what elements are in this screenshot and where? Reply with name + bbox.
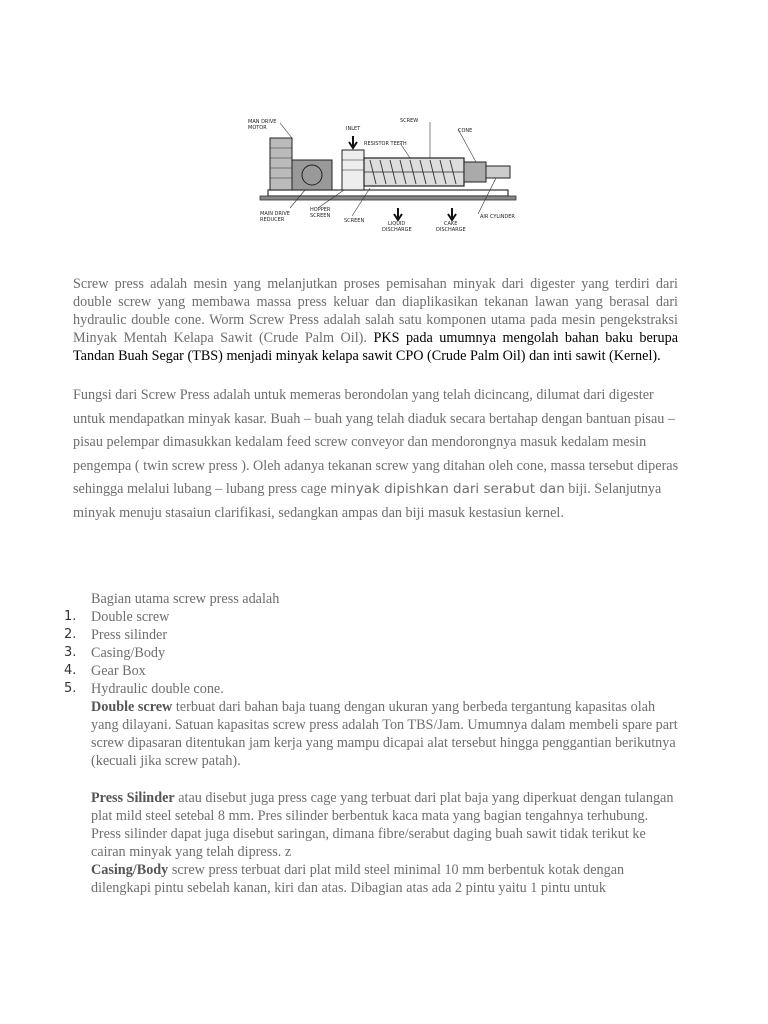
list-item [64,608,224,626]
list-item [64,644,224,662]
function-paragraph [73,384,683,526]
liquid-arrow [394,208,402,220]
intro-paragraph [73,275,678,365]
screw-press-drawing [240,108,530,240]
cake-arrow [448,208,456,220]
list-intro: Bagian utama screw press adalah [91,591,280,607]
function-text-2: biji. Selanjutnya minyak menuju stasaiun clarifikasi, sedangkan ampas dan biji masuk kestasiun kernel. [73,481,662,521]
list-text: Gear Box [91,663,146,679]
list-text: Hydraulic double cone. [91,681,224,697]
screw-press-diagram [240,108,530,240]
intro-black-text: PKS pada umumnya mengolah bahan baku berupa Tandan Buah Segar (TBS) menjadi minyak kelapa sawit CPO (Crude Palm Oil) dan inti sawit (Kernel) [73,330,678,364]
air-cylinder-body [486,166,510,178]
press-silinder-text: atau disebut juga press cage yang terbuat dari plat baja yang diperkuat dengan tulangan plat mild steel setebal 8 mm. Pres silinder berbentuk kaca mata yang bagian tengahnya terhubung. Press silinder dapat juga disebut saringan, dimana fibre/serabut daging buah sawit tidak terikut ke cairan minyak yang telah dipress. z [91,790,674,860]
label-motor-2: MOTOR [248,125,267,131]
press-silinder-section [91,789,681,861]
label-liquid-1: LIQUID [388,221,406,227]
label-inlet: INLET [346,126,361,132]
list-number: 1. [64,609,77,624]
motor-body [270,138,292,190]
list-number: 4. [64,663,77,678]
list-item [64,626,224,644]
casing-text: screw press terbuat dari plat mild steel minimal 10 mm berbentuk kotak dengan dilengkapi pintu sebelah kanan, kiri dan atas. Dibagian atas ada 2 pintu yaitu 1 pintu untuk [91,862,625,896]
list-text: Double screw [91,609,170,625]
double-screw-title: Double screw [91,699,173,715]
double-screw-text: terbuat dari bahan baja tuang dengan ukuran yang berbeda tergantung kapasitas olah yang dilayani. Satuan kapasitas screw press adalah Ton TBS/Jam. Umumnya dalam membeli spare part screw dipasaran ditentukan jam kerja yang mampu dicapai alat tersebut hingga penggantian berikutnya (kecuali jika screw patah). [91,699,678,769]
label-air-cylinder: AIR CYLINDER [480,214,515,220]
label-screen: SCREEN [344,218,365,224]
list-item [64,662,224,680]
list-text: Press silinder [91,627,168,643]
function-text-sans: minyak dipishkan dari serabut dan [330,481,565,498]
label-hopper-1: HOPPER [310,207,331,213]
label-cone: CONE [458,128,473,134]
label-reducer-2: REDUCER [260,217,285,223]
function-text-1: Fungsi dari Screw Press adalah untuk memeras berondolan yang telah dicincang, dilumat dari digester untuk mendapatkan minyak kasar. Buah – buah yang telah diaduk secara bertahap dengan bantuan pisau – pisau pelempar dimasukkan kedalam feed screw conveyor dan mendorongnya masuk kedalam mesin pengempa ( twin screw press ). Oleh adanya tekanan screw yang ditahan oleh cone, massa tersebut diperas sehingga melalui lubang – lubang press cage [73,387,679,498]
intro-gray-text: Screw press adalah mesin yang melanjutkan proses pemisahan minyak dari digester yang terdiri dari double screw yang membawa massa press keluar dan diaplikasikan tekanan lawan yang berasal dari hydraulic double cone. Worm Screw Press adalah salah satu komponen utama pada mesin pengekstraksi Minyak Mentah Kelapa Sawit (Crude Palm Oil). [73,276,678,346]
label-hopper-2: SCREEN [310,213,331,219]
double-screw-section [91,698,681,770]
label-resistor-teeth: RESISTOR TEETH [364,141,407,147]
casing-title: Casing/Body [91,862,169,878]
list-number: 5. [64,681,77,696]
label-liquid-2: DISCHARGE [382,227,412,233]
list-number: 3. [64,645,77,660]
label-cake-2: DISCHARGE [436,227,466,233]
inlet-arrow [349,136,357,148]
casing-section [91,861,681,897]
list-item [64,680,224,698]
cone-body [464,162,486,182]
label-reducer-1: MAIN DRIVE [260,211,290,217]
label-cake-1: CAKE [444,221,458,227]
list-number: 2. [64,627,77,642]
label-motor-1: MAN DRIVE [248,119,277,125]
list-text: Casing/Body [91,645,166,661]
press-silinder-title: Press Silinder [91,790,175,806]
intro-end: . [657,348,661,364]
parts-list [64,608,224,698]
label-screw: SCREW [400,118,419,124]
